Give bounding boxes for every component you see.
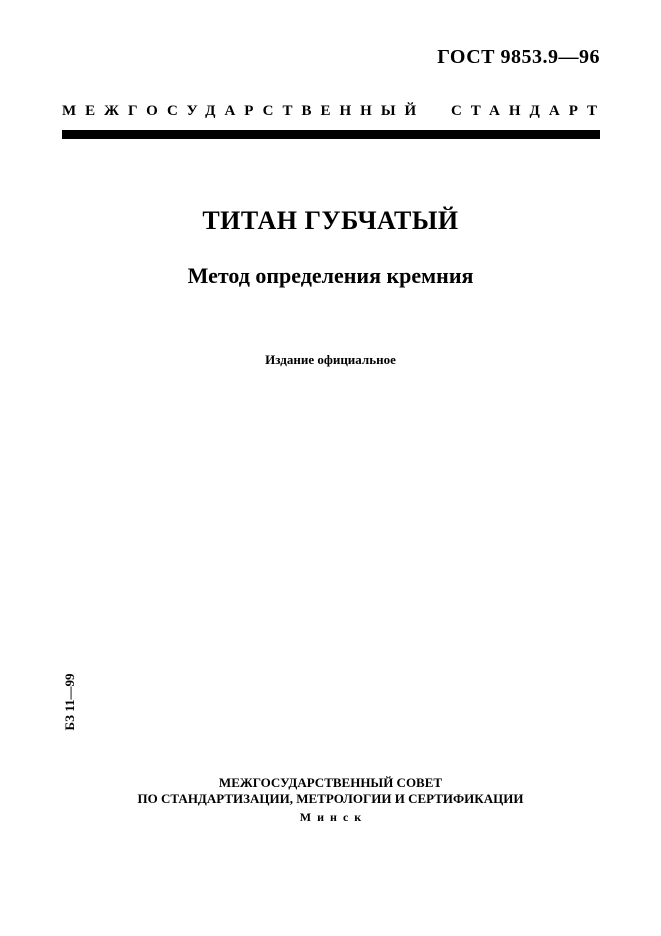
edition-note: Издание официальное [265,352,396,367]
document-subtitle: Метод определения кремния [187,263,474,288]
banner-title: МЕЖГОСУДАРСТВЕННЫЙ СТАНДАРТ [62,103,607,119]
document-title: ТИТАН ГУБЧАТЫЙ [202,206,459,235]
publisher-city: Минск [299,810,368,824]
header-rule [62,130,600,139]
publisher-line-2: ПО СТАНДАРТИЗАЦИИ, МЕТРОЛОГИИ И СЕРТИФИКАЦИИ [137,791,524,806]
standard-number: ГОСТ 9853.9—96 [437,46,600,68]
publisher-line-1: МЕЖГОСУДАРСТВЕННЫЙ СОВЕТ [218,775,443,790]
side-registration-code: БЗ 11—99 [62,673,77,731]
publisher-block [0,775,661,825]
